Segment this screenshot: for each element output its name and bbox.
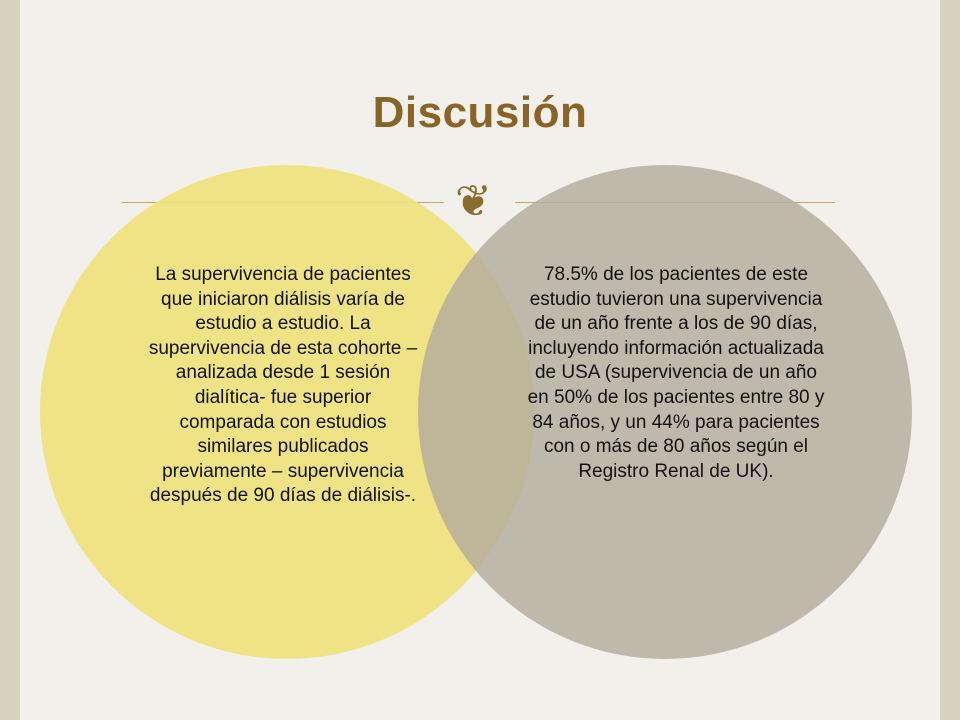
flourish-icon: ❦	[455, 177, 492, 226]
slide-title: Discusión	[372, 88, 588, 137]
right-circle-text: 78.5% de los pacientes de este estudio tuvieron una supervivencia de un año frente a los de 90 días, incluyendo información actualizada de USA (supervivencia de un año en 50% de los pacientes entre 80 y 84 años, y un 44% para pacientes con o más de 80 años según el Registro Renal de UK).	[527, 264, 825, 482]
left-circle-text: La supervivencia de pacientes que iniciaron diálisis varía de estudio a estudio. La supervivencia de esta cohorte – analizada desde 1 sesión dialítica- fue superior comparada con estudios similares publicados previamente – supervivencia después de 90 días de diálisis-.	[148, 264, 418, 507]
